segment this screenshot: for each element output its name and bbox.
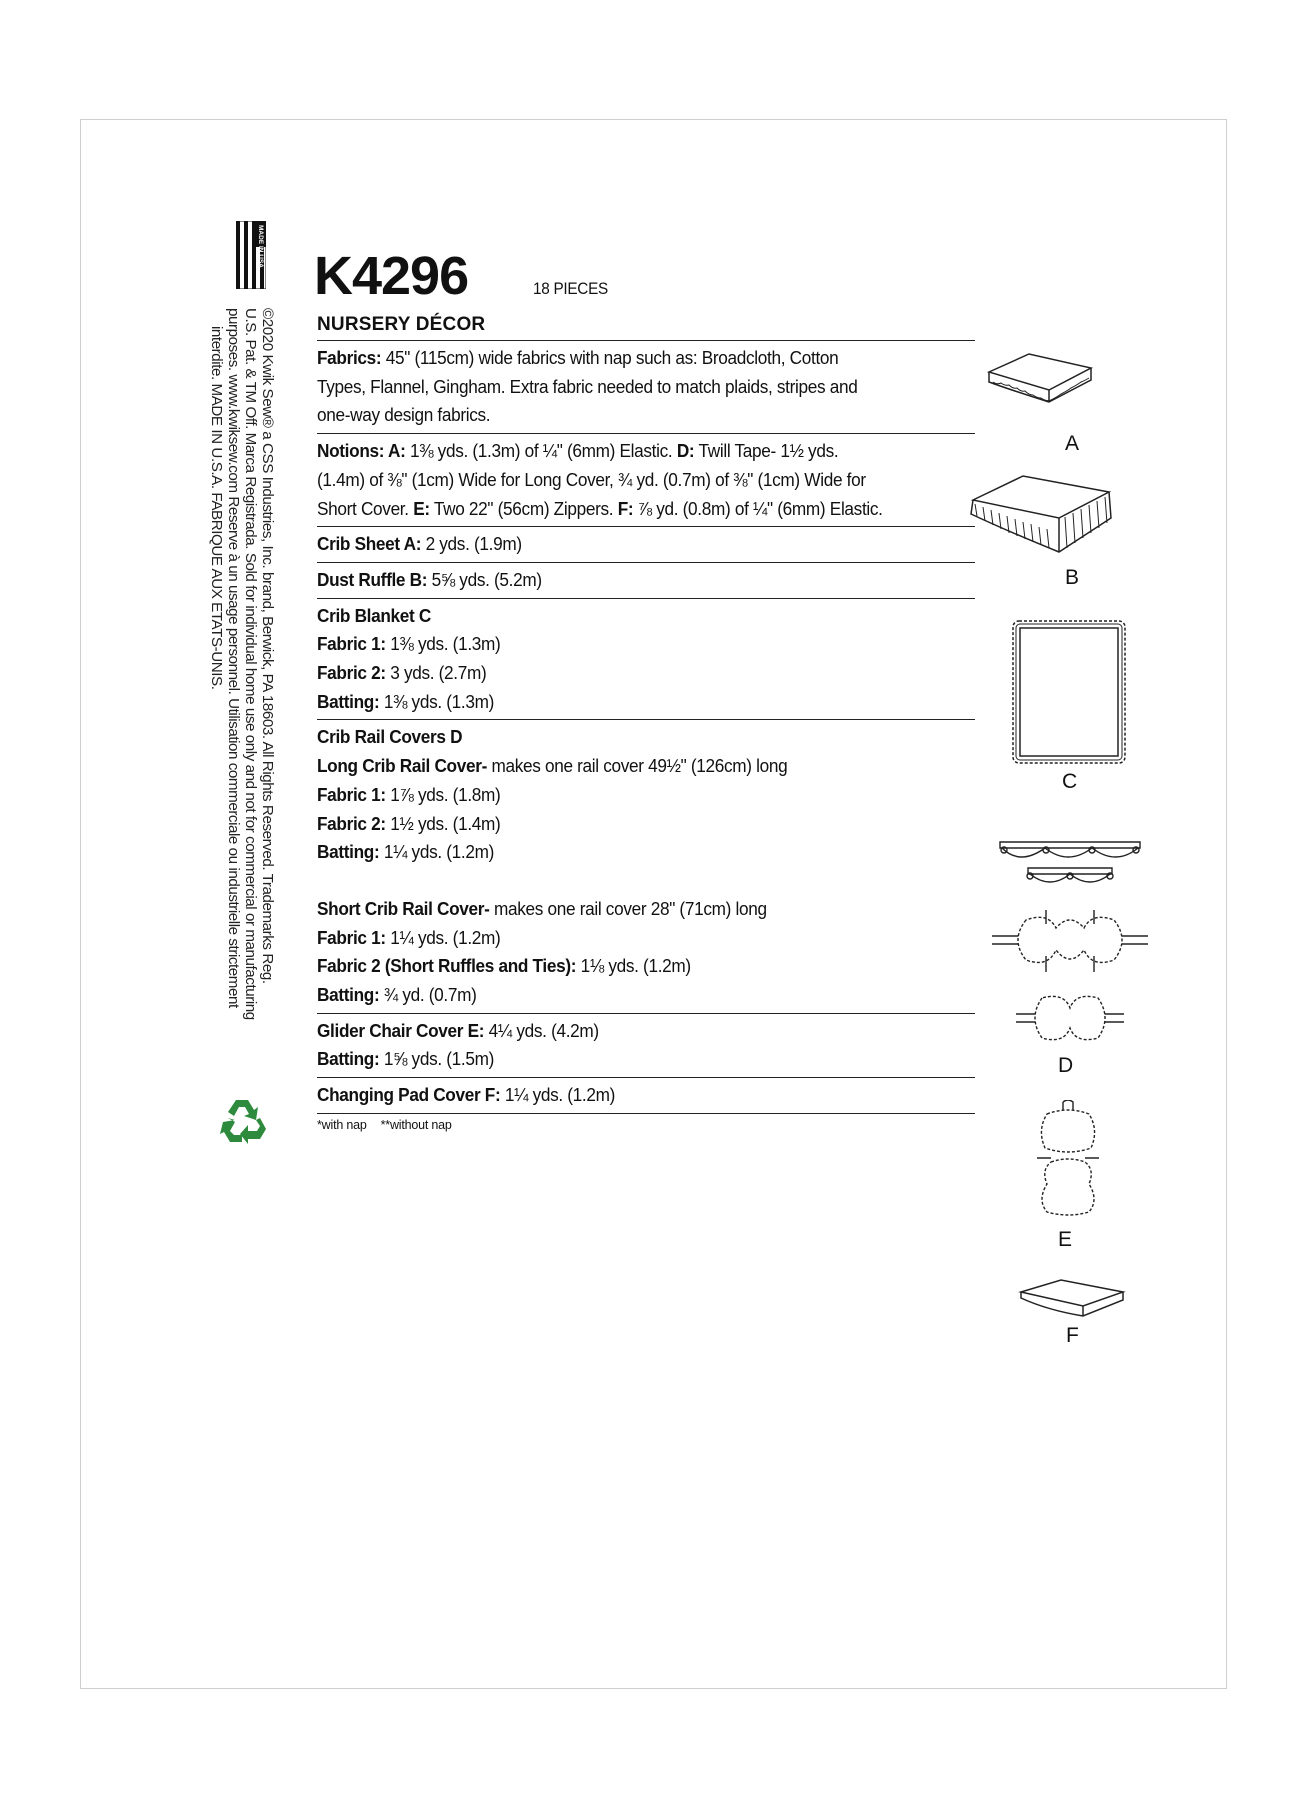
- copyright-line-1: ©2020 Kwik Sew® a CSS Industries, Inc. brand, Berwick, PA 18603. All Rights Reserved. Trademarks Reg.: [259, 308, 276, 984]
- dust-ruffle-illustration: [965, 472, 1115, 560]
- short-rail-label: Short Crib Rail Cover-: [317, 897, 490, 919]
- glider-chair-cover-illustration: [1033, 1100, 1103, 1216]
- cb-fabric2-label: Fabric 2:: [317, 662, 386, 684]
- notions-e-text: Two 22" (56cm) Zippers.: [429, 497, 614, 519]
- dust-ruffle-value: 5⅝ yds. (5.2m): [427, 568, 542, 590]
- short-fabric1-label: Fabric 1:: [317, 926, 386, 948]
- crib-sheet-row: [317, 526, 975, 562]
- view-label-c: C: [1062, 770, 1078, 793]
- footnote-with-nap: *with nap: [317, 1117, 367, 1132]
- long-batting-label: Batting:: [317, 841, 380, 863]
- cb-fabric1-value: 1⅜ yds. (1.3m): [385, 633, 501, 655]
- view-label-b: B: [1065, 566, 1080, 589]
- cb-fabric2-value: 3 yds. (2.7m): [385, 662, 487, 684]
- fabrics-text-2: Types, Flannel, Gingham. Extra fabric needed to match plaids, stripes and: [317, 375, 858, 397]
- short-rail-text: makes one rail cover 28" (71cm) long: [489, 897, 767, 919]
- copyright-line-3: purposes. www.kwiksew.com Reserve à un usage personnel. Utilisation commerciale ou industrielle strictement: [225, 308, 242, 1008]
- long-fabric1-label: Fabric 1:: [317, 783, 386, 805]
- short-batting-value: ¾ yd. (0.7m): [379, 984, 477, 1006]
- long-fabric2-value: 1½ yds. (1.4m): [385, 812, 501, 834]
- fabrics-text: 45" (115cm) wide fabrics with nap such as: Broadcloth, Cotton: [381, 347, 839, 368]
- notions-line-3: Short Cover.: [317, 497, 409, 519]
- view-label-e: E: [1058, 1228, 1073, 1251]
- crib-blanket-illustration: [1010, 618, 1128, 766]
- notions-f-text: ⅞ yd. (0.8m) of ¼" (6mm) Elastic.: [633, 497, 883, 519]
- crib-rail-row: [317, 719, 975, 1012]
- rail-title: Crib Rail Covers D: [317, 726, 463, 748]
- changing-pad-row: [317, 1077, 975, 1113]
- view-label-f: F: [1066, 1324, 1079, 1347]
- glider-value: 4¼ yds. (4.2m): [484, 1019, 599, 1041]
- crib-blanket-title: Crib Blanket C: [317, 604, 431, 626]
- cb-fabric1-label: Fabric 1:: [317, 633, 386, 655]
- crib-sheet-value: 2 yds. (1.9m): [421, 533, 522, 555]
- pattern-category: NURSERY DÉCOR: [317, 314, 486, 335]
- changing-pad-label: Changing Pad Cover F:: [317, 1084, 501, 1106]
- glider-label: Glider Chair Cover E:: [317, 1019, 485, 1041]
- short-fabric1-value: 1¼ yds. (1.2m): [385, 926, 501, 948]
- changing-pad-value: 1¼ yds. (1.2m): [500, 1084, 616, 1106]
- changing-pad-illustration: [1017, 1278, 1127, 1322]
- view-label-d: D: [1058, 1054, 1074, 1077]
- fabrics-row: [317, 340, 975, 433]
- fabrics-text-3: one-way design fabrics.: [317, 404, 491, 426]
- glider-batting-label: Batting:: [317, 1048, 380, 1070]
- glider-row: [317, 1013, 975, 1077]
- cb-batting-label: Batting:: [317, 690, 380, 712]
- crib-blanket-row: [317, 598, 975, 720]
- notions-label: Notions:: [317, 440, 385, 462]
- long-batting-value: 1¼ yds. (1.2m): [379, 841, 495, 863]
- short-fabric2-value: 1⅛ yds. (1.2m): [576, 955, 691, 977]
- view-label-a: A: [1065, 432, 1080, 455]
- crib-sheet-illustration: [985, 348, 1095, 424]
- glider-batting-value: 1⅝ yds. (1.5m): [379, 1048, 495, 1070]
- made-in-usa-flag-icon: [236, 221, 266, 289]
- pattern-number: K4296: [314, 246, 469, 306]
- pieces-count: 18 PIECES: [533, 279, 608, 298]
- crib-rail-covers-illustration: [990, 832, 1150, 1042]
- flag-text: MADE IN USA: [257, 225, 264, 268]
- notions-a-label: A:: [384, 440, 406, 462]
- notions-line-2: (1.4m) of ⅜" (1cm) Wide for Long Cover, ¾ yd. (0.7m) of ⅜" (1cm) Wide for: [317, 468, 866, 490]
- crib-sheet-label: Crib Sheet A:: [317, 533, 422, 555]
- long-fabric2-label: Fabric 2:: [317, 812, 386, 834]
- cb-batting-value: 1⅜ yds. (1.3m): [379, 690, 495, 712]
- notions-f-label: F:: [613, 497, 634, 519]
- notions-d-text: Twill Tape- 1½ yds.: [694, 440, 839, 462]
- recycle-icon: [218, 1094, 270, 1146]
- dust-ruffle-label: Dust Ruffle B:: [317, 568, 428, 590]
- short-batting-label: Batting:: [317, 984, 380, 1006]
- short-fabric2-label: Fabric 2 (Short Ruffles and Ties):: [317, 955, 577, 977]
- yardage-specs: [317, 340, 975, 1132]
- copyright-line-2: U.S. Pat. & TM Off. Marca Registrada. Sold for individual home use only and not for commercial or manufacturing: [242, 308, 259, 1020]
- footnote-without-nap: **without nap: [380, 1117, 452, 1132]
- copyright-line-4: interdite. MADE IN U.S.A. FABRIQUE AUX ETATS-UNIS.: [208, 326, 225, 690]
- dust-ruffle-row: [317, 562, 975, 598]
- notions-d-label: D:: [672, 440, 695, 462]
- notions-a-text: 1⅜ yds. (1.3m) of ¼" (6mm) Elastic.: [405, 440, 673, 462]
- notions-e-label: E:: [408, 497, 430, 519]
- fabrics-label: Fabrics:: [317, 347, 382, 368]
- long-rail-text: makes one rail cover 49½" (126cm) long: [487, 755, 788, 777]
- long-fabric1-value: 1⅞ yds. (1.8m): [385, 783, 501, 805]
- long-rail-label: Long Crib Rail Cover-: [317, 755, 488, 777]
- notions-row: [317, 433, 975, 526]
- copyright-notice: [206, 308, 276, 1108]
- footnote: [317, 1113, 975, 1132]
